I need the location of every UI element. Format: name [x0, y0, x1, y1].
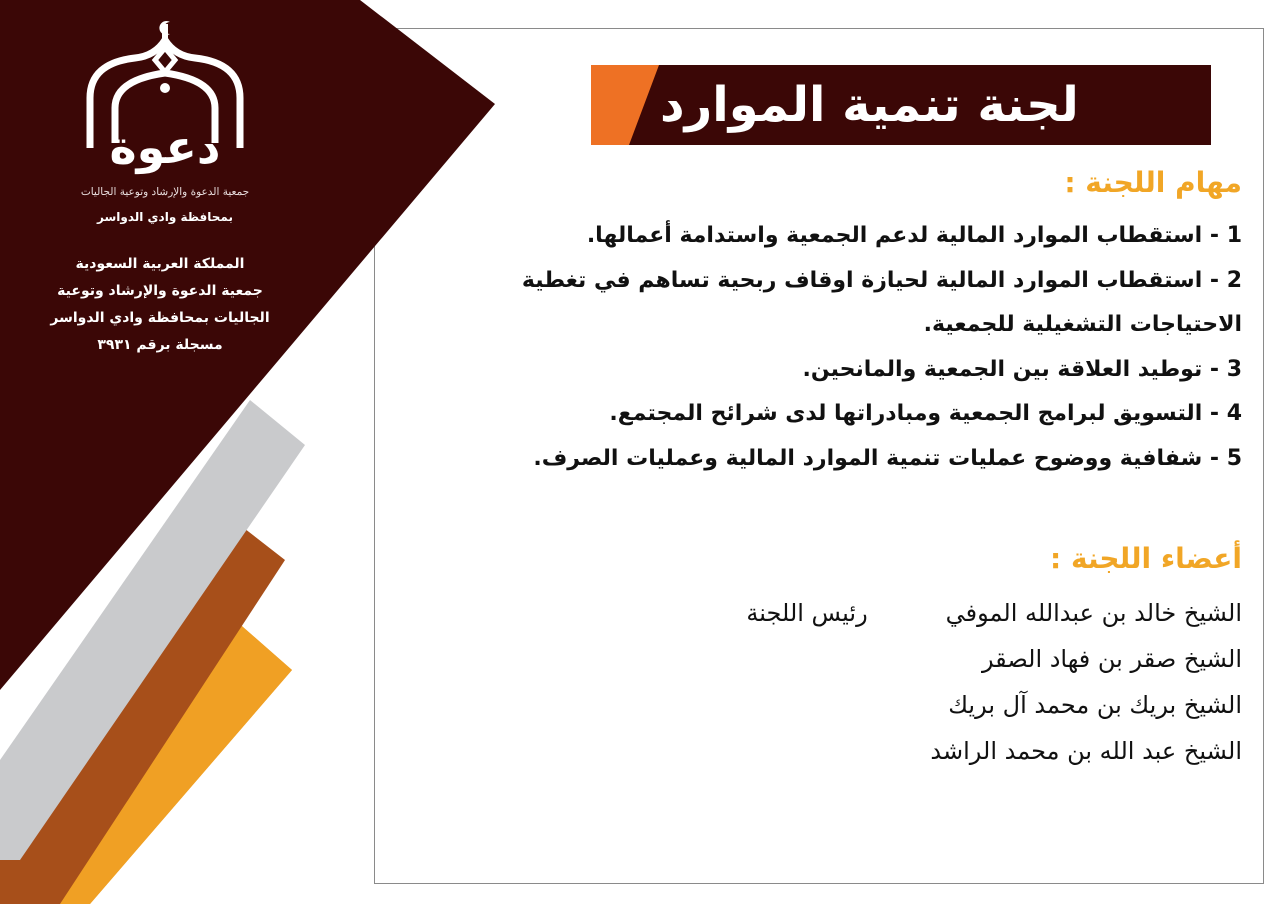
member-row: [422, 682, 1242, 728]
member-role: رئيس اللجنة: [746, 599, 868, 627]
member-name: الشيخ بريك بن محمد آل بريك: [948, 691, 1242, 719]
member-row: [422, 636, 1242, 682]
logo-subtitle: جمعية الدعوة والإرشاد وتوعية الجاليات: [80, 186, 250, 198]
logo-wordmark: دعوة: [109, 120, 221, 174]
org-info-line: مسجلة برقم ٣٩٣١: [97, 337, 223, 353]
page-title: لجنة تنمية الموارد: [660, 77, 1079, 133]
org-info-line: جمعية الدعوة والإرشاد وتوعية: [57, 283, 263, 299]
task-item: 2 - استقطاب الموارد المالية لحيازة اوقاف ربحية تساهم في تغطية الاحتياجات التشغيلية للجمعية.: [521, 267, 1242, 337]
members-list: [422, 590, 1242, 774]
task-item: 1 - استقطاب الموارد المالية لدعم الجمعية واستدامة أعمالها.: [586, 223, 1242, 248]
tasks-list: [422, 214, 1242, 481]
member-name: الشيخ عبد الله بن محمد الراشد: [930, 737, 1242, 765]
organization-info: [10, 251, 310, 359]
task-item: 5 - شفافية ووضوح عمليات تنمية الموارد المالية وعمليات الصرف.: [533, 445, 1242, 471]
task-item: 3 - توطيد العلاقة بين الجمعية والمانحين.: [802, 356, 1242, 382]
logo-subtitle-location: بمحافظة وادي الدواسر: [96, 210, 233, 224]
member-row: [422, 590, 1242, 636]
org-info-line: المملكة العربية السعودية: [75, 256, 245, 272]
member-row: [422, 728, 1242, 774]
task-item: 4 - التسويق لبرامج الجمعية ومبادراتها لدى شرائح المجتمع.: [609, 401, 1242, 426]
members-heading: أعضاء اللجنة :: [1050, 542, 1242, 575]
member-name: الشيخ صقر بن فهاد الصقر: [981, 645, 1242, 673]
org-info-line: الجاليات بمحافظة وادي الدواسر: [50, 310, 270, 326]
tasks-heading: مهام اللجنة :: [1064, 166, 1242, 199]
member-name: الشيخ خالد بن عبدالله الموفي: [945, 599, 1242, 627]
